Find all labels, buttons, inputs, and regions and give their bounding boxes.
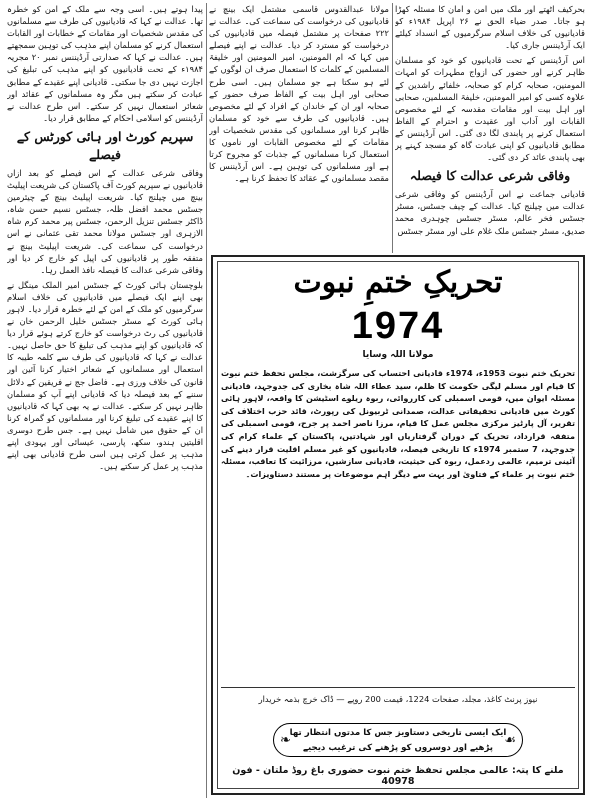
postage-line: ڈاک خرچ بذمہ خریدار [258, 694, 334, 704]
ad-year: 1974 [351, 305, 445, 347]
book-advertisement [211, 255, 585, 795]
paragraph: وفاقی شرعی عدالت کے اس فیصلے کو بعد ازاں قادیانیوں نے سپریم کورٹ آف پاکستان کی شریعت اپیلیٹ بینچ میں چیلنج کیا۔ شریعت اپیلیٹ بینچ کے چیئرمین جسٹس محمد افضل ظلہ، جسٹس نسیم حسن شاہ، ڈاکٹر جسٹس تنزیل الرحمن، جسٹس پیر محمد کرم شاہ الازہری اور جسٹس مولانا محمد تقی عثمانی نے اس درخواست کی سماعت کی۔ شریعت اپیلیٹ بینچ نے متفقہ طور پر قادیانیوں کی اپیل کو خارج کر دیا اور وفاقی شرعی عدالت کا فیصلہ نافذ العمل رہا۔ [7, 167, 203, 275]
ad-title: تحریکِ ختمِ نبوت [293, 265, 503, 300]
column-divider [206, 3, 207, 798]
column-divider [392, 3, 393, 253]
section-heading: سپریم کورٹ اور ہائی کورٹس کے فیصلے [16, 128, 194, 162]
article-column-middle [209, 3, 389, 253]
paragraph: بلوچستان ہائی کورٹ کے جسٹس امیر الملک مینگل نے بھی اپنے ایک فیصلے میں قادیانیوں کی خلاف اسلام سرگرمیوں کو ملک کے امن کے لئے خطرہ قرار دیا۔ لاہور ہائی کورٹ کے مسٹر جسٹس خلیل الرحمن خان نے قادیانیوں کی رٹ درخواست کو خارج کرتے ہوئے قرار دیا کہ قادیانیوں کو اپنے مذہب کی تبلیغ کا حق حاصل نہیں۔ عدالت نے کہا کہ قادیانیوں کی طرف سے کلمہ طیبہ کا استعمال اور مسلمانوں کے شعائر اختیار کرنا آئین اور قانون کی خلاف ورزی ہے۔ فاضل جج نے فریقین کے دلائل سننے کے بعد فیصلہ دیا کہ قادیانی اپنے آپ کو مسلمان ظاہر نہیں کر سکتے۔ عدالت نے یہ بھی کہا کہ قادیانیوں کا اپنے عقیدے کی تبلیغ کرنا اور مسلمانوں کو گمراہ کرنا ان کے حقوق میں شامل نہیں ہے۔ جس طرح دوسری اقلیتیں ہندو، سکھ، پارسی، عیسائی اور یہودی اپنے مذہب پر عمل کرتی ہیں اسی طرح قادیانی بھی اپنے مذہب پر عمل کر سکتے ہیں۔ [7, 279, 203, 472]
price-line: نیوز پرنٹ کاغذ، مجلد، صفحات 1224، قیمت 200 روپے [347, 694, 538, 704]
paragraph: مولانا عبدالقدوس قاسمی مشتمل ایک بینچ نے قادیانیوں کی درخواست کی سماعت کی۔ عدالت نے ۲۲۲ صفحات پر مشتمل فیصلہ میں قادیانیوں کی درخواست کو مسترد کر دیا۔ عدالت نے اپنے فیصلے میں کہا کہ ام المومنین، امیر المومنین اور خلیفۃ المسلمین کے کلمات کا استعمال صرف ان لوگوں کے لئے ہو سکتا ہے جو مسلمان ہیں۔ اسی طرح صحابی اور اہل بیت کے الفاظ صرف حضور کے صحابہ اور ان کے خاندان کے افراد کے لئے مخصوص ہیں۔ قادیانیوں کی طرف سے خود کو مسلمان ظاہر کرنا اور مسلمانوں کی مقدس شخصیات اور مقامات کے لئے مخصوص القابات اور ناموں کا استعمال کرنا مسلمانوں کے جذبات کو مجروح کرتا ہے اور مسلمانوں کی توہین ہے۔ اس آرڈیننس کا مقصد مسلمانوں کے عقائد کا تحفظ کرنا ہے۔ [209, 4, 389, 184]
ad-banner [273, 723, 523, 757]
divider [221, 687, 575, 688]
article-column-right [395, 3, 585, 253]
paragraph: پیدا ہوتے ہیں۔ اسی وجہ سے ملک کے امن کو خطرہ تھا۔ عدالت نے کہا کہ قادیانیوں کی طرف سے مسلمانوں کی مقدس شخصیات اور مقامات کے خطابات اور القابات استعمال کرنے کو مسلمان اپنے مذہب کی توہین سمجھتے ہیں۔ عدالت نے کہا کہ صدارتی آرڈیننس نمبر ۲۰ مجریہ ۱۹۸۴ء کے تحت قادیانیوں کو اپنے مذہب کی تبلیغ کی اجازت نہیں دی جا سکتی۔ قادیانی اپنے عقیدے کے مطابق عبادت کر سکتے ہیں مگر وہ مسلمانوں کے عقائد اور شعائر استعمال نہیں کر سکتے۔ اس طرح عدالت نے آرڈیننس کو اسلامی احکام کے مطابق قرار دیا۔ [7, 4, 203, 123]
ad-contact: ملنے کا پتہ: عالمی مجلس تحفظ ختم نبوت حضوری باغ روڈ ملتان - فون 40978 [232, 765, 564, 787]
flourish-icon: ❧ [280, 733, 291, 748]
paragraph: اس آرڈیننس کے تحت قادیانیوں کو خود کو مسلمان ظاہر کرنے اور حضور کی ازواج مطہرات کو امہات المومنین، صحابہ کرام کو صحابہ، خلفائے راشدین کے علاوہ کسی کو امیر المومنین، خلیفۃ المسلمین، صحابی اور اہل بیت اور مقامات مقدسہ کے لئے مخصوص القابات اور آداب اور عقیدت و احترام کے الفاظ استعمال کرنے پر پابندی لگا دی گئی۔ اس آرڈیننس کے مطابق قادیانیوں کو اپنی عبادت گاہ کو مسجد کہنے پر بھی پابندی عائد کر دی گئی۔ [395, 55, 585, 163]
ad-author: مولانا اللہ وسایا [362, 350, 434, 360]
ad-price-info: نیوز پرنٹ کاغذ، مجلد، صفحات 1224، قیمت 200 روپے — ڈاک خرچ بذمہ خریدار [258, 694, 538, 704]
ad-description: تحریک ختم نبوت 1953ء، 1974ء قادیانی احتساب کی سرگزشت، مجلس تحفظ ختم نبوت کا قیام اور مسلم لیگی حکومت کا ظلم، سید عطاء اللہ شاہ بخاری کی جدوجہد، قادیانی مسئلہ ایوان میں، قومی اسمبلی کی کارروائی، ربوہ ریلوے اسٹیشن کا واقعہ، لاہور ہائی کورٹ میں قادیانی تحقیقاتی عدالت، صمدانی ٹربیونل کی رپورٹ، قائد حزب اختلاف کی تقریر، آل پارٹیز مرکزی مجلس عمل کا قیام، مرزا ناصر احمد پر جرح، قومی اسمبلی کی متفقہ قرارداد، تحریک کے دوران گرفتاریاں اور شہادتیں، پاکستان کے علماء کرام کی جدوجہد، 7 ستمبر 1974ء کا تاریخی فیصلہ، قادیانیوں کو غیر مسلم اقلیت قرار دینے کی آئینی ترمیم، عالمی ردعمل، ربوہ کی حیثیت، قادیانی سازشیں، مرزائیت کا تعاقب، مسئلہ ختم نبوت پر علماء کے فتاویٰ اور بہت سے دیگر اہم موضوعات پر مستند دستاویزات۔ [221, 368, 575, 479]
section-heading: وفاقی شرعی عدالت کا فیصلہ [409, 168, 571, 184]
banner-line: ایک ایسی تاریخی دستاویز جس کا مدتوں انتظار تھا [289, 728, 507, 738]
article-column-left [7, 3, 203, 793]
paragraph: بحرکیف اٹھتے اور ملک میں امن و امان کا مسئلہ کھڑا ہو جاتا۔ صدر ضیاء الحق نے ۲۶ اپریل ۱۹۸۴ء کو قادیانیوں کی خلاف اسلام سرگرمیوں کے انسداد کیلئے ایک آرڈیننس جاری کیا۔ [395, 4, 585, 51]
banner-line: پڑھیے اور دوسروں کو پڑھنے کی ترغیب دیجیے [302, 743, 494, 753]
newspaper-page [3, 3, 587, 802]
flourish-icon: ☙ [504, 733, 516, 748]
paragraph: قادیانی جماعت نے اس آرڈیننس کو وفاقی شرعی عدالت میں چیلنج کیا۔ عدالت کے چیف جسٹس، مسٹر جسٹس فخر عالم، مسٹر جسٹس چوہدری محمد صدیق، مسٹر جسٹس ملک غلام علی اور مسٹر جسٹس [395, 189, 585, 236]
